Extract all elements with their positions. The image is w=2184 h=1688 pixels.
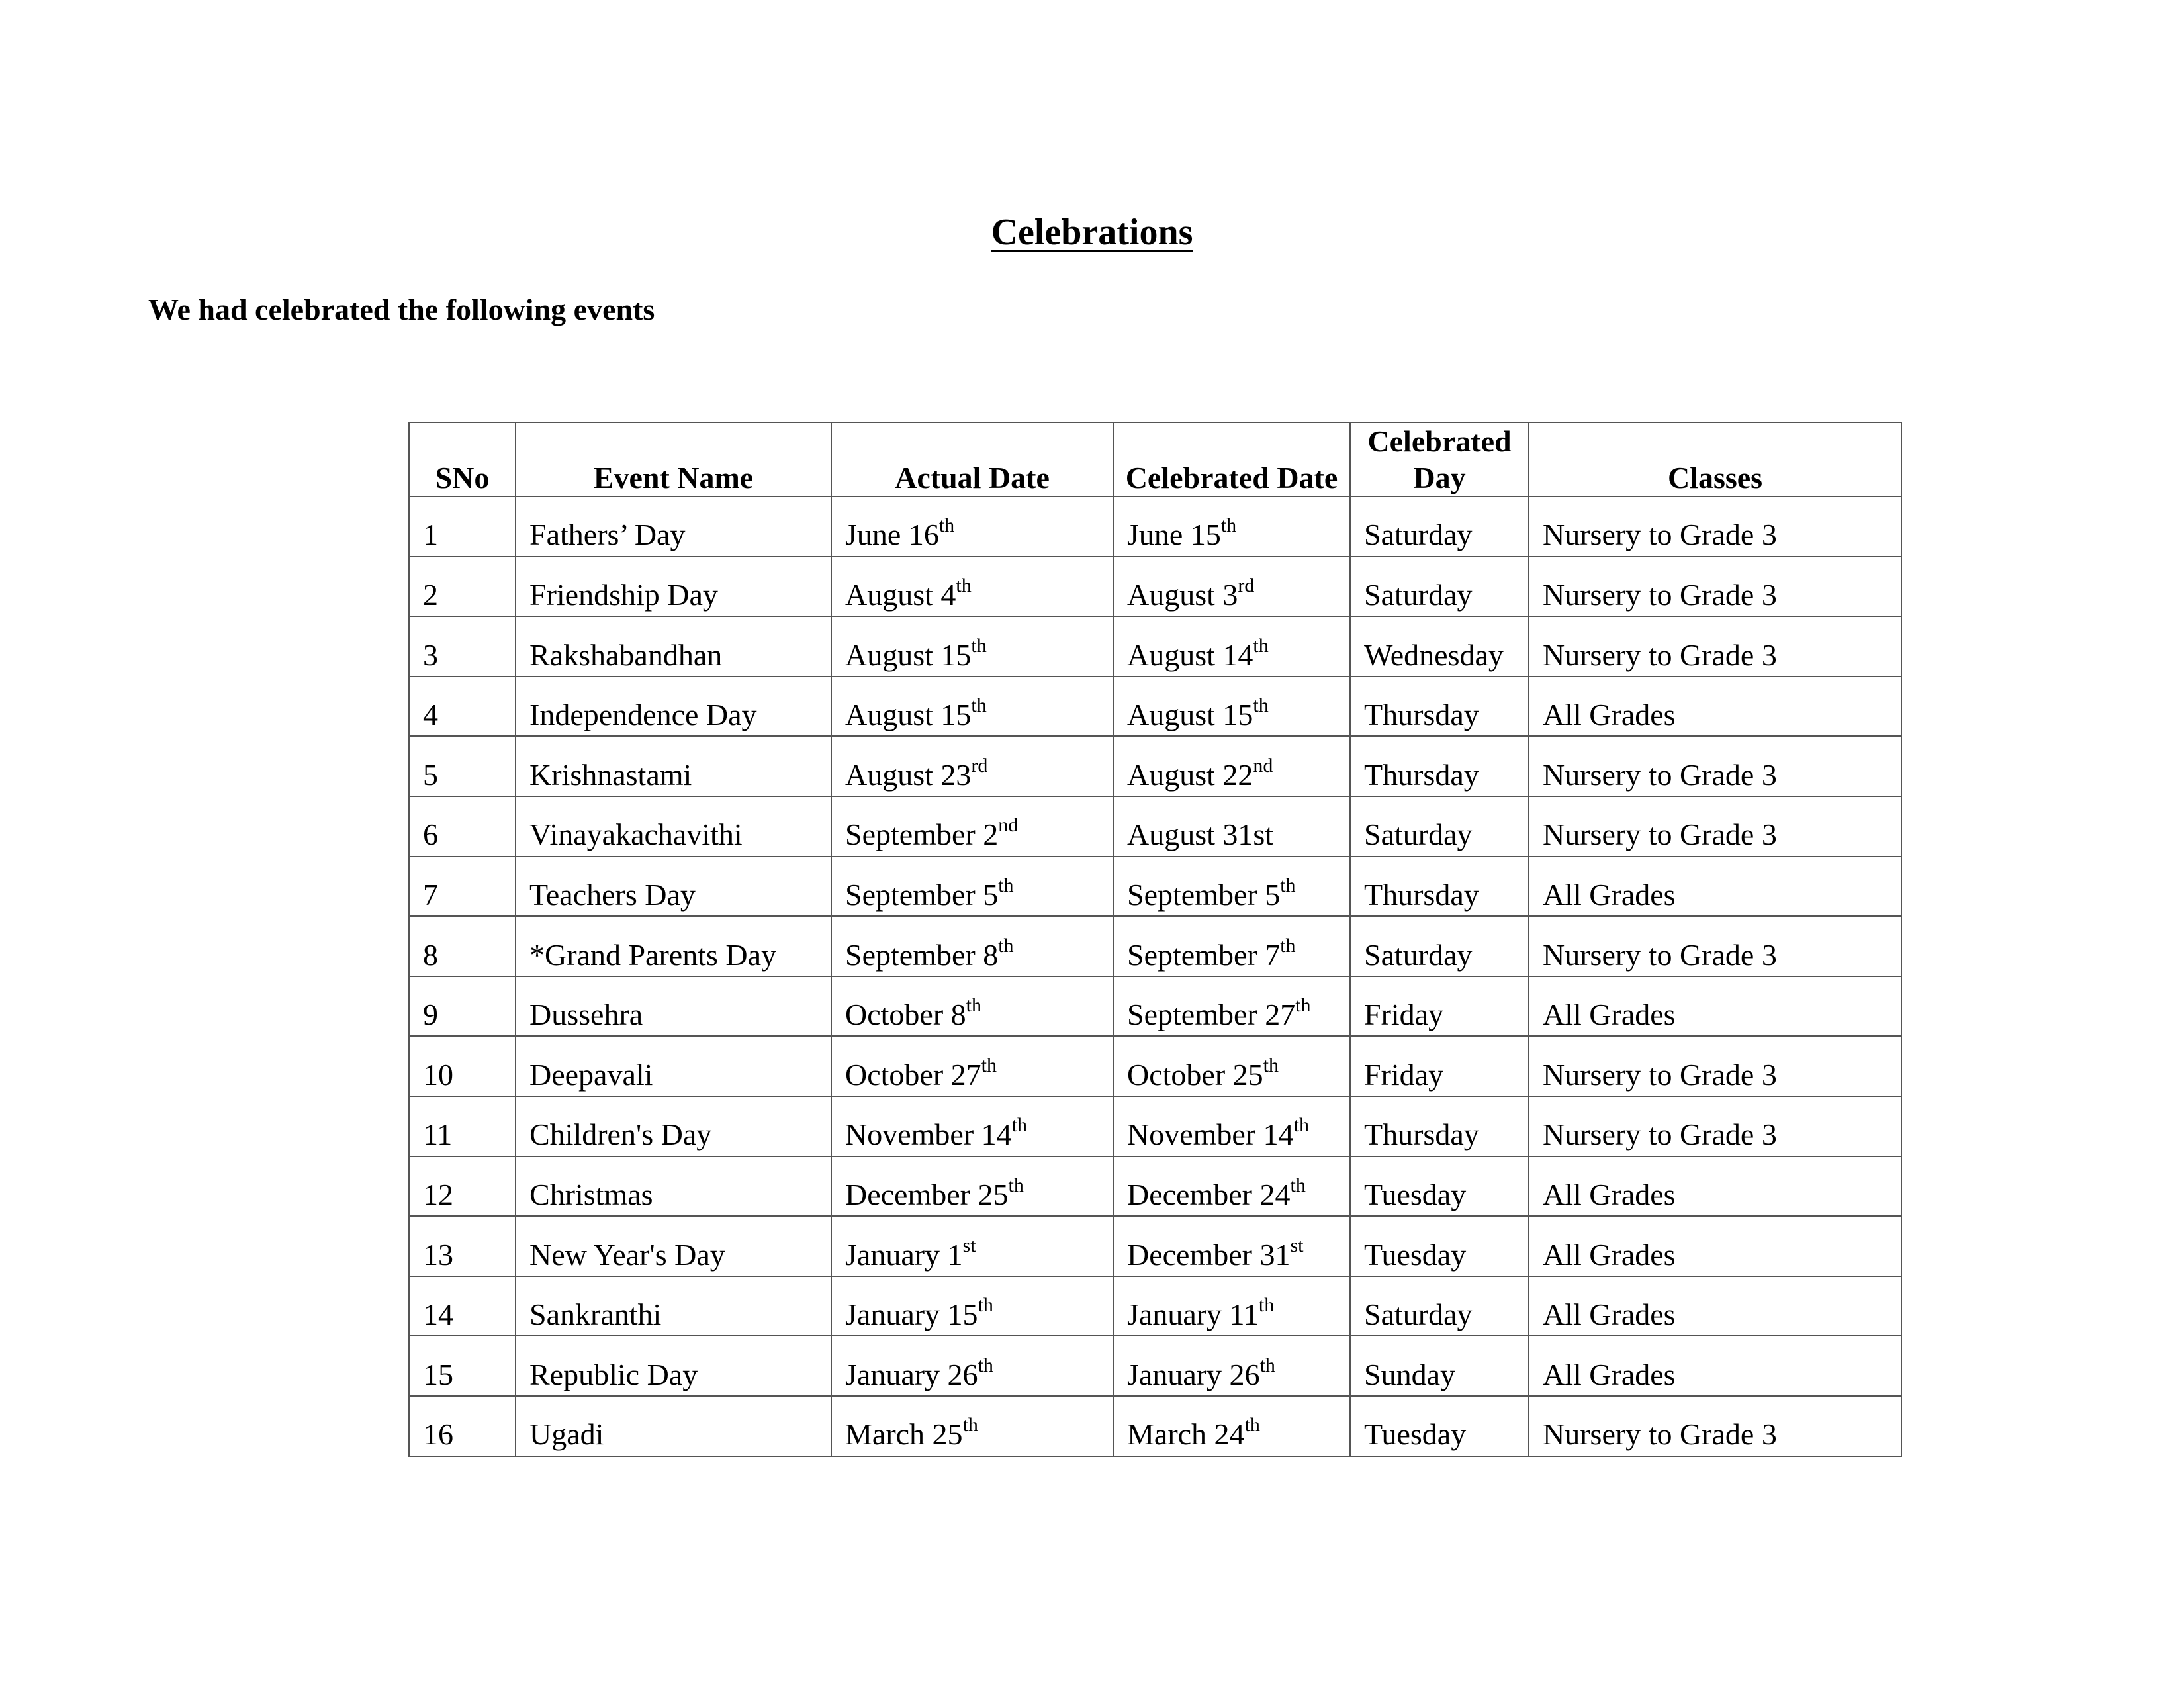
cell-actual-date-value: January 26 xyxy=(845,1357,978,1391)
cell-classes: All Grades xyxy=(1529,857,1901,917)
cell-actual-date-ordinal-suffix: st xyxy=(962,1234,976,1256)
cell-celebrated-day: Saturday xyxy=(1350,557,1529,617)
cell-celebrated-day: Tuesday xyxy=(1350,1156,1529,1217)
table-row xyxy=(409,557,1901,617)
cell-actual-date xyxy=(831,857,1113,917)
cell-sno: 16 xyxy=(409,1396,516,1456)
cell-sno: 15 xyxy=(409,1336,516,1396)
cell-actual-date xyxy=(831,796,1113,857)
cell-sno: 1 xyxy=(409,496,516,557)
table-row xyxy=(409,1036,1901,1096)
cell-celebrated-date-ordinal-suffix: th xyxy=(1293,1114,1309,1137)
celebrations-table xyxy=(408,422,1902,1457)
table-row xyxy=(409,1096,1901,1156)
cell-actual-date xyxy=(831,557,1113,617)
cell-celebrated-day: Tuesday xyxy=(1350,1216,1529,1276)
cell-celebrated-day: Friday xyxy=(1350,1036,1529,1096)
cell-event-name: Krishnastami xyxy=(516,736,831,796)
cell-celebrated-date xyxy=(1113,496,1350,557)
cell-actual-date-value: September 2 xyxy=(845,818,999,852)
cell-celebrated-date xyxy=(1113,1096,1350,1156)
cell-celebrated-day: Sunday xyxy=(1350,1336,1529,1396)
cell-actual-date xyxy=(831,1336,1113,1396)
cell-celebrated-date-ordinal-suffix: th xyxy=(1280,874,1296,896)
cell-actual-date-ordinal-suffix: rd xyxy=(971,754,988,776)
cell-event-name: Vinayakachavithi xyxy=(516,796,831,857)
cell-sno: 2 xyxy=(409,557,516,617)
cell-actual-date-ordinal-suffix: nd xyxy=(998,814,1019,837)
cell-celebrated-date-ordinal-suffix: th xyxy=(1253,694,1269,717)
cell-celebrated-date-value: September 7 xyxy=(1127,937,1281,972)
cell-celebrated-date-ordinal-suffix: th xyxy=(1280,934,1296,957)
cell-event-name: Ugadi xyxy=(516,1396,831,1456)
cell-celebrated-date-value: September 27 xyxy=(1127,998,1296,1032)
cell-classes: All Grades xyxy=(1529,677,1901,737)
cell-event-name: Republic Day xyxy=(516,1336,831,1396)
cell-actual-date-value: August 15 xyxy=(845,698,972,732)
cell-event-name: Independence Day xyxy=(516,677,831,737)
table-row xyxy=(409,616,1901,677)
cell-event-name: Friendship Day xyxy=(516,557,831,617)
cell-actual-date-value: August 15 xyxy=(845,637,972,672)
cell-actual-date xyxy=(831,916,1113,976)
cell-celebrated-date xyxy=(1113,1036,1350,1096)
cell-celebrated-date-ordinal-suffix: th xyxy=(1220,514,1237,537)
cell-actual-date-ordinal-suffix: th xyxy=(966,994,981,1017)
cell-sno: 14 xyxy=(409,1276,516,1336)
cell-classes: Nursery to Grade 3 xyxy=(1529,616,1901,677)
cell-sno: 10 xyxy=(409,1036,516,1096)
table-row xyxy=(409,1396,1901,1456)
cell-classes: All Grades xyxy=(1529,1336,1901,1396)
cell-celebrated-date-value: August 3 xyxy=(1127,578,1238,612)
cell-actual-date-ordinal-suffix: th xyxy=(962,1414,978,1436)
cell-celebrated-day: Wednesday xyxy=(1350,616,1529,677)
cell-actual-date-value: August 23 xyxy=(845,757,972,792)
cell-classes: Nursery to Grade 3 xyxy=(1529,496,1901,557)
cell-actual-date xyxy=(831,976,1113,1037)
table-row xyxy=(409,1276,1901,1336)
cell-event-name: Teachers Day xyxy=(516,857,831,917)
table-header-row xyxy=(409,422,1901,496)
cell-actual-date xyxy=(831,677,1113,737)
cell-celebrated-date xyxy=(1113,736,1350,796)
cell-celebrated-day: Thursday xyxy=(1350,857,1529,917)
cell-actual-date-ordinal-suffix: th xyxy=(1011,1114,1027,1137)
cell-celebrated-date-ordinal-suffix: th xyxy=(1290,1174,1306,1196)
cell-celebrated-date xyxy=(1113,916,1350,976)
table-row xyxy=(409,796,1901,857)
header-sno: SNo xyxy=(409,422,516,496)
cell-celebrated-day: Saturday xyxy=(1350,1276,1529,1336)
cell-event-name: Rakshabandhan xyxy=(516,616,831,677)
cell-celebrated-date xyxy=(1113,857,1350,917)
cell-sno: 6 xyxy=(409,796,516,857)
cell-actual-date-value: September 8 xyxy=(845,937,999,972)
table-body xyxy=(409,496,1901,1456)
cell-actual-date xyxy=(831,1396,1113,1456)
cell-actual-date xyxy=(831,1036,1113,1096)
table-row xyxy=(409,857,1901,917)
cell-classes: All Grades xyxy=(1529,976,1901,1037)
cell-sno: 11 xyxy=(409,1096,516,1156)
cell-actual-date-ordinal-suffix: th xyxy=(981,1054,997,1076)
header-celebrated-date: Celebrated Date xyxy=(1113,422,1350,496)
table-row xyxy=(409,1336,1901,1396)
cell-celebrated-date-value: January 11 xyxy=(1127,1297,1259,1332)
cell-actual-date xyxy=(831,1216,1113,1276)
cell-classes: Nursery to Grade 3 xyxy=(1529,796,1901,857)
cell-celebrated-date-value: August 15 xyxy=(1127,698,1253,732)
cell-actual-date-value: November 14 xyxy=(845,1117,1012,1152)
cell-classes: Nursery to Grade 3 xyxy=(1529,1396,1901,1456)
cell-event-name: Fathers’ Day xyxy=(516,496,831,557)
cell-celebrated-date xyxy=(1113,796,1350,857)
cell-classes: All Grades xyxy=(1529,1156,1901,1217)
cell-celebrated-day: Tuesday xyxy=(1350,1396,1529,1456)
cell-celebrated-date-value: June 15 xyxy=(1127,518,1221,552)
cell-sno: 5 xyxy=(409,736,516,796)
cell-celebrated-date-ordinal-suffix: st xyxy=(1290,1234,1304,1256)
cell-event-name: Sankranthi xyxy=(516,1276,831,1336)
cell-event-name: New Year's Day xyxy=(516,1216,831,1276)
cell-classes: Nursery to Grade 3 xyxy=(1529,736,1901,796)
cell-classes: All Grades xyxy=(1529,1276,1901,1336)
cell-actual-date-ordinal-suffix: th xyxy=(978,1294,993,1317)
cell-event-name: Dussehra xyxy=(516,976,831,1037)
cell-actual-date xyxy=(831,1096,1113,1156)
cell-celebrated-day: Saturday xyxy=(1350,916,1529,976)
cell-celebrated-date-value: December 31 xyxy=(1127,1237,1291,1272)
cell-actual-date-value: September 5 xyxy=(845,877,999,912)
cell-celebrated-date-ordinal-suffix: th xyxy=(1244,1414,1260,1436)
cell-event-name: Deepavali xyxy=(516,1036,831,1096)
table-row xyxy=(409,496,1901,557)
cell-celebrated-day: Saturday xyxy=(1350,796,1529,857)
cell-actual-date xyxy=(831,1156,1113,1217)
cell-celebrated-date-value: December 24 xyxy=(1127,1177,1291,1211)
cell-celebrated-date-ordinal-suffix: th xyxy=(1263,1054,1279,1076)
cell-actual-date xyxy=(831,736,1113,796)
cell-actual-date-value: January 1 xyxy=(845,1237,963,1272)
cell-actual-date-ordinal-suffix: th xyxy=(971,634,987,657)
cell-celebrated-date xyxy=(1113,616,1350,677)
cell-actual-date-value: December 25 xyxy=(845,1177,1009,1211)
cell-celebrated-date-ordinal-suffix: nd xyxy=(1253,754,1273,776)
table-row xyxy=(409,916,1901,976)
table-row xyxy=(409,736,1901,796)
cell-celebrated-day: Thursday xyxy=(1350,1096,1529,1156)
cell-actual-date xyxy=(831,1276,1113,1336)
cell-celebrated-date xyxy=(1113,1156,1350,1217)
cell-celebrated-day: Friday xyxy=(1350,976,1529,1037)
cell-actual-date-value: October 27 xyxy=(845,1057,981,1092)
cell-celebrated-date-value: August 31st xyxy=(1127,818,1274,852)
cell-event-name: Christmas xyxy=(516,1156,831,1217)
cell-sno: 12 xyxy=(409,1156,516,1217)
table-row xyxy=(409,677,1901,737)
cell-actual-date xyxy=(831,616,1113,677)
page-title: Celebrations xyxy=(991,212,1193,253)
cell-celebrated-day: Thursday xyxy=(1350,736,1529,796)
cell-actual-date-value: March 25 xyxy=(845,1417,963,1452)
cell-actual-date-value: October 8 xyxy=(845,998,966,1032)
header-classes: Classes xyxy=(1529,422,1901,496)
table-row xyxy=(409,976,1901,1037)
table-row xyxy=(409,1216,1901,1276)
header-actual-date: Actual Date xyxy=(831,422,1113,496)
cell-actual-date-ordinal-suffix: th xyxy=(971,694,987,717)
cell-celebrated-date-value: January 26 xyxy=(1127,1357,1260,1391)
cell-actual-date-value: August 4 xyxy=(845,578,956,612)
cell-celebrated-date-value: August 22 xyxy=(1127,757,1253,792)
cell-celebrated-date-value: October 25 xyxy=(1127,1057,1263,1092)
cell-celebrated-date-value: March 24 xyxy=(1127,1417,1245,1452)
cell-celebrated-date-ordinal-suffix: th xyxy=(1253,634,1269,657)
cell-sno: 7 xyxy=(409,857,516,917)
header-event-name: Event Name xyxy=(516,422,831,496)
cell-actual-date-ordinal-suffix: th xyxy=(998,934,1014,957)
cell-actual-date-value: June 16 xyxy=(845,518,939,552)
cell-event-name: Children's Day xyxy=(516,1096,831,1156)
cell-celebrated-date-ordinal-suffix: rd xyxy=(1238,575,1255,596)
cell-celebrated-date-value: November 14 xyxy=(1127,1117,1294,1152)
cell-celebrated-date-value: September 5 xyxy=(1127,877,1281,912)
cell-sno: 8 xyxy=(409,916,516,976)
cell-sno: 3 xyxy=(409,616,516,677)
cell-actual-date-ordinal-suffix: th xyxy=(978,1354,993,1376)
cell-sno: 9 xyxy=(409,976,516,1037)
cell-celebrated-date xyxy=(1113,1216,1350,1276)
cell-classes: Nursery to Grade 3 xyxy=(1529,1096,1901,1156)
header-celebrated-day: Celebrated Day xyxy=(1350,422,1529,496)
cell-celebrated-date xyxy=(1113,557,1350,617)
cell-actual-date-value: January 15 xyxy=(845,1297,978,1332)
cell-celebrated-date-value: August 14 xyxy=(1127,637,1253,672)
cell-classes: Nursery to Grade 3 xyxy=(1529,916,1901,976)
cell-celebrated-date-ordinal-suffix: th xyxy=(1258,1294,1275,1317)
cell-classes: Nursery to Grade 3 xyxy=(1529,557,1901,617)
cell-actual-date xyxy=(831,496,1113,557)
cell-celebrated-date-ordinal-suffix: th xyxy=(1295,994,1311,1017)
cell-actual-date-ordinal-suffix: th xyxy=(938,514,955,537)
cell-celebrated-date-ordinal-suffix: th xyxy=(1259,1354,1275,1376)
table-row xyxy=(409,1156,1901,1217)
cell-classes: All Grades xyxy=(1529,1216,1901,1276)
cell-event-name: *Grand Parents Day xyxy=(516,916,831,976)
cell-celebrated-date xyxy=(1113,677,1350,737)
cell-actual-date-ordinal-suffix: th xyxy=(998,874,1014,896)
cell-actual-date-ordinal-suffix: th xyxy=(956,575,972,596)
cell-celebrated-date xyxy=(1113,1336,1350,1396)
cell-classes: Nursery to Grade 3 xyxy=(1529,1036,1901,1096)
cell-celebrated-day: Thursday xyxy=(1350,677,1529,737)
cell-sno: 4 xyxy=(409,677,516,737)
cell-celebrated-day: Saturday xyxy=(1350,496,1529,557)
cell-sno: 13 xyxy=(409,1216,516,1276)
cell-actual-date-ordinal-suffix: th xyxy=(1008,1174,1024,1196)
cell-celebrated-date xyxy=(1113,1396,1350,1456)
cell-celebrated-date xyxy=(1113,976,1350,1037)
cell-celebrated-date xyxy=(1113,1276,1350,1336)
intro-text: We had celebrated the following events xyxy=(148,293,655,326)
